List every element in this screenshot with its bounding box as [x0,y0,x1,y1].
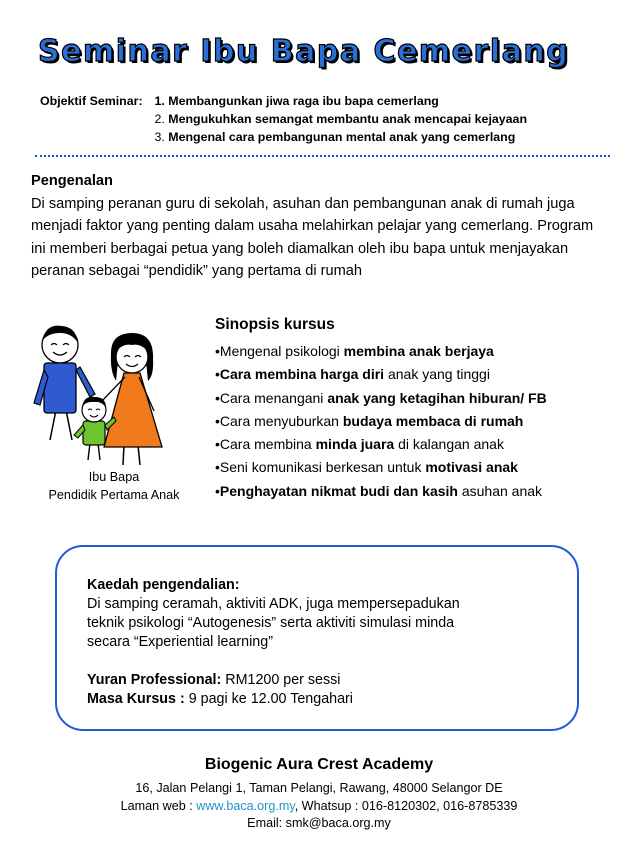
fee-label: Yuran Professional: [87,672,222,688]
objective-text: Mengenal cara pembangunan mental anak yang cemerlang [168,130,516,144]
objective-row-3 [40,128,527,146]
duration-label: Masa Kursus : [87,691,185,707]
family-illustration [20,315,210,485]
whatsapp-numbers: , Whatsup : 016-8120302, 016-8785339 [294,798,518,813]
academy-name: Biogenic Aura Crest Academy [204,756,434,773]
contact-row [0,798,638,816]
info-box-content [87,576,460,709]
caption-line-2: Pendidik Pertama Anak [48,488,180,502]
objective-number: 2. [154,112,165,126]
method-line: teknik psikologi “Autogenesis” serta aktiviti simulasi minda [87,615,455,631]
intro-section [31,170,611,283]
synopsis-item: •Cara menyuburkan budaya membaca di rumah [215,412,524,429]
objective-row-2 [40,110,527,128]
method-line: secara “Experiential learning” [87,634,273,650]
synopsis-item: •Cara membina harga diri anak yang tinggi [215,366,490,383]
synopsis-item: •Cara menangani anak yang ketagihan hiburan/ FB [215,389,547,406]
objectives [40,92,527,146]
footer [0,756,638,833]
caption-line-1: Ibu Bapa [88,470,140,484]
website-link[interactable]: www.baca.org.my [196,798,295,813]
synopsis-item: •Cara membina minda juara di kalangan anak [215,436,504,453]
synopsis-section [215,316,625,503]
synopsis-heading: Sinopsis kursus [215,316,335,333]
objective-number: 1. [154,94,165,108]
synopsis-item: •Penghayatan nikmat budi dan kasih asuhan anak [215,482,543,499]
intro-body: Di samping peranan guru di sekolah, asuhan dan pembangunan anak di rumah juga menjadi faktor yang penting dalam usaha melahirkan pelajar yang cemerlang. Program ini memberi berbagai petua yang boleh diamalkan oleh ibu bapa untuk menjayakan peranan sebagai “pendidik” yang pertama di rumah [31,195,594,279]
objective-text: Mengukuhkan semangat membantu anak mencapai kejayaan [168,112,528,126]
email: Email: smk@baca.org.my [247,816,391,830]
seminar-title: Seminar Ibu Bapa Cemerlang [38,34,570,69]
fee-value: RM1200 per sessi [221,672,341,688]
objectives-label: Objektif Seminar: [40,94,143,108]
address: 16, Jalan Pelangi 1, Taman Pelangi, Rawang, 48000 Selangor DE [135,781,503,795]
synopsis-item: •Seni komunikasi berkesan untuk motivasi anak [215,459,518,476]
duration-row [87,690,460,709]
objective-number: 3. [154,130,165,144]
figure-caption [24,468,204,504]
duration-value: 9 pagi ke 12.00 Tengahari [184,691,353,707]
intro-heading: Pengenalan [31,173,113,189]
web-label: Laman web : [120,798,197,813]
method-heading: Kaedah pengendalian: [87,577,240,593]
objective-text: Membangunkan jiwa raga ibu bapa cemerlang [168,94,439,108]
synopsis-item: •Mengenal psikologi membina anak berjaya [215,343,494,359]
method-line: Di samping ceramah, aktiviti ADK, juga mempersepadukan [87,596,460,612]
objective-row-1 [40,92,527,110]
mother-figure [100,333,162,465]
dotted-divider [35,155,610,157]
fee-row [87,671,460,690]
